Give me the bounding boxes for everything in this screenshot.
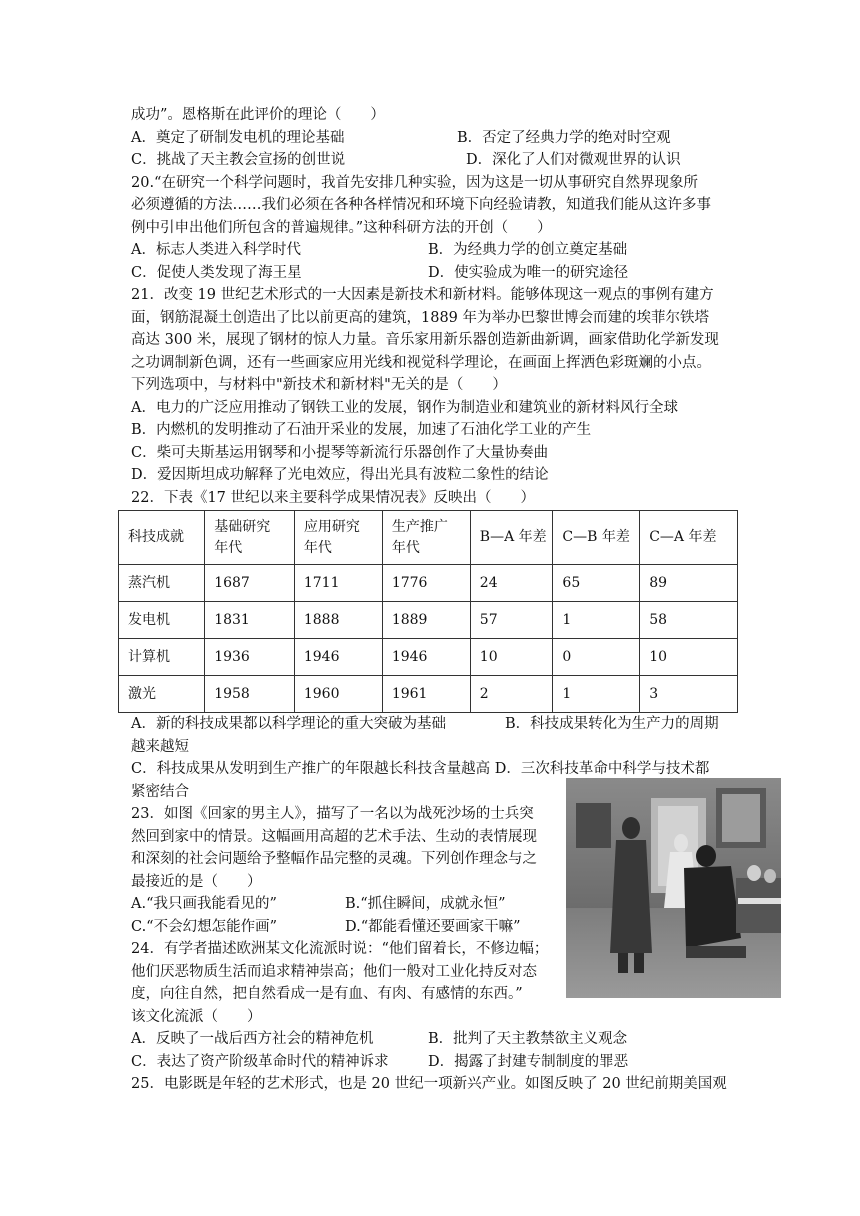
q22-option-c-d: C．科技成果从发明到生产推广的年限越长科技含量越高 D．三次科技革命中科学与技术都 bbox=[131, 761, 710, 777]
table-cell: 1958 bbox=[205, 676, 295, 713]
table-cell: 24 bbox=[470, 565, 553, 602]
table-header-cell: 生产推广 年代 bbox=[382, 511, 470, 565]
table-header-cell: 应用研究 年代 bbox=[294, 511, 382, 565]
q21-stem-line: 高达 300 米，展现了钢材的惊人力量。音乐家用新乐器创造新曲新调，画家借助化学新发现 bbox=[131, 332, 719, 348]
table-cell: 89 bbox=[640, 565, 738, 602]
table-cell: 1831 bbox=[205, 602, 295, 639]
q24-option-b: B．批判了天主教禁欲主义观念 bbox=[428, 1031, 628, 1047]
q23-option-d: D.“都能看懂还要画家干嘛” bbox=[345, 919, 521, 935]
q19-option-b: B．否定了经典力学的绝对时空观 bbox=[457, 130, 671, 146]
q23-stem-line: 和深刻的社会问题给予整幅作品完整的灵魂。下列创作理念与之 bbox=[131, 851, 537, 867]
q20-option-b: B．为经典力学的创立奠定基础 bbox=[428, 242, 628, 258]
table-cell: 发电机 bbox=[119, 602, 205, 639]
table-header-cell: B—A 年差 bbox=[470, 511, 553, 565]
table-cell: 1961 bbox=[382, 676, 470, 713]
table-cell: 10 bbox=[470, 639, 553, 676]
q21-stem-line: 之功调制新色调，还有一些画家应用光线和视觉科学理论，在画面上挥洒色彩斑斓的小点。 bbox=[131, 355, 711, 371]
table-cell: 3 bbox=[640, 676, 738, 713]
table-cell: 1936 bbox=[205, 639, 295, 676]
q21-option-d: D．爱因斯坦成功解释了光电效应，得出光具有波粒二象性的结论 bbox=[131, 467, 549, 483]
q23-option-c: C.“不会幻想怎能作画” bbox=[131, 919, 278, 935]
q22-option-d-continued: 紧密结合 bbox=[131, 784, 189, 800]
table-cell: 2 bbox=[470, 676, 553, 713]
q22-option-b: B．科技成果转化为生产力的周期 bbox=[505, 716, 719, 732]
q20-option-d: D．使实验成为唯一的研究途径 bbox=[428, 265, 629, 281]
table-cell: 计算机 bbox=[119, 639, 205, 676]
q24-option-d: D．揭露了封建专制制度的罪恶 bbox=[428, 1054, 629, 1070]
table-header-row bbox=[119, 511, 738, 565]
table-cell: 1946 bbox=[294, 639, 382, 676]
q20-stem-line: 例中引申出他们所包含的普遍规律。”这种科研方法的开创（ ） bbox=[131, 220, 552, 236]
table-cell: 65 bbox=[553, 565, 640, 602]
table-cell: 1687 bbox=[205, 565, 295, 602]
q23-stem-line: 然回到家中的情景。这幅画用高超的艺术手法、生动的表情展现 bbox=[131, 829, 537, 845]
table-row bbox=[119, 676, 738, 713]
table-cell: 1946 bbox=[382, 639, 470, 676]
q21-option-b: B．内燃机的发明推动了石油开采业的发展，加速了石油化学工业的产生 bbox=[131, 422, 592, 438]
q24-stem-line: 他们厌恶物质生活而追求精神崇高；他们一般对工业化持反对态 bbox=[131, 964, 537, 980]
q19-option-c: C．挑战了天主教会宣扬的创世说 bbox=[131, 152, 346, 168]
q20-stem-line: 必须遵循的方法……我们必须在各种各样情况和环境下向经验请教，知道我们能从这许多事 bbox=[131, 197, 711, 213]
table-cell: 1889 bbox=[382, 602, 470, 639]
q22-option-b-continued: 越来越短 bbox=[131, 739, 189, 755]
table-cell: 1776 bbox=[382, 565, 470, 602]
painting-image bbox=[566, 778, 781, 998]
q20-option-a: A．标志人类进入科学时代 bbox=[131, 242, 301, 258]
q21-option-c: C．柴可夫斯基运用钢琴和小提琴等新流行乐器创作了大量协奏曲 bbox=[131, 445, 549, 461]
table-header-cell: C—B 年差 bbox=[553, 511, 640, 565]
q20-stem-line: 20.“在研究一个科学问题时，我首先安排几种实验，因为这是一切从事研究自然界现象所 bbox=[131, 175, 698, 191]
table-cell: 蒸汽机 bbox=[119, 565, 205, 602]
table-row bbox=[119, 639, 738, 676]
table-header-cell: 科技成就 bbox=[119, 511, 205, 565]
table-cell: 58 bbox=[640, 602, 738, 639]
q19-option-d: D．深化了人们对微观世界的认识 bbox=[466, 152, 681, 168]
table-cell: 1 bbox=[553, 602, 640, 639]
q19-option-a: A．奠定了研制发电机的理论基础 bbox=[131, 130, 345, 146]
science-achievements-table bbox=[118, 510, 738, 713]
table-cell: 1 bbox=[553, 676, 640, 713]
table-header-cell: 基础研究 年代 bbox=[205, 511, 295, 565]
q23-stem-line: 23．如图《回家的男主人》，描写了一名以为战死沙场的士兵突 bbox=[131, 806, 534, 822]
q22-stem: 22．下表《17 世纪以来主要科学成果情况表》反映出（ ） bbox=[131, 490, 536, 506]
table-row bbox=[119, 602, 738, 639]
table-cell: 1960 bbox=[294, 676, 382, 713]
table-cell: 1711 bbox=[294, 565, 382, 602]
q23-stem-line: 最接近的是（ ） bbox=[131, 874, 262, 890]
painting-illustration bbox=[566, 778, 781, 998]
q22-option-a: A．新的科技成果都以科学理论的重大突破为基础 bbox=[131, 716, 446, 732]
q21-stem-line: 面，钢筋混凝土创造出了比以前更高的建筑，1889 年为举办巴黎世博会而建的埃菲尔铁塔 bbox=[131, 310, 710, 326]
q20-option-c: C．促使人类发现了海王星 bbox=[131, 265, 302, 281]
q24-option-a: A．反映了一战后西方社会的精神危机 bbox=[131, 1031, 374, 1047]
q19-stem: 成功”。恩格斯在此评价的理论（ ） bbox=[131, 107, 385, 123]
q24-stem-line: 该文化流派（ ） bbox=[131, 1009, 262, 1025]
table-row bbox=[119, 565, 738, 602]
q21-stem-line: 21．改变 19 世纪艺术形式的一大因素是新技术和新材料。能够体现这一观点的事例有建方 bbox=[131, 287, 714, 303]
q24-stem-line: 24．有学者描述欧洲某文化流派时说：“他们留着长，不修边幅； bbox=[131, 941, 549, 957]
table-cell: 0 bbox=[553, 639, 640, 676]
q24-option-c: C．表达了资产阶级革命时代的精神诉求 bbox=[131, 1054, 389, 1070]
table-cell: 激光 bbox=[119, 676, 205, 713]
q21-option-a: A．电力的广泛应用推动了钢铁工业的发展，钢作为制造业和建筑业的新材料风行全球 bbox=[131, 400, 678, 416]
table-cell: 10 bbox=[640, 639, 738, 676]
q21-stem-line: 下列选项中，与材料中"新技术和新材料"无关的是（ ） bbox=[131, 377, 507, 393]
q23-option-b: B.“抓住瞬间，成就永恒” bbox=[345, 896, 506, 912]
table-cell: 57 bbox=[470, 602, 553, 639]
q24-stem-line: 度，向往自然，把自然看成一是有血、有肉、有感情的东西。” bbox=[131, 986, 523, 1002]
q25-stem-line: 25．电影既是年轻的艺术形式，也是 20 世纪一项新兴产业。如图反映了 20 世纪前期美国观 bbox=[131, 1076, 727, 1092]
q23-option-a: A.“我只画我能看见的” bbox=[131, 896, 277, 912]
table-cell: 1888 bbox=[294, 602, 382, 639]
table-header-cell: C—A 年差 bbox=[640, 511, 738, 565]
